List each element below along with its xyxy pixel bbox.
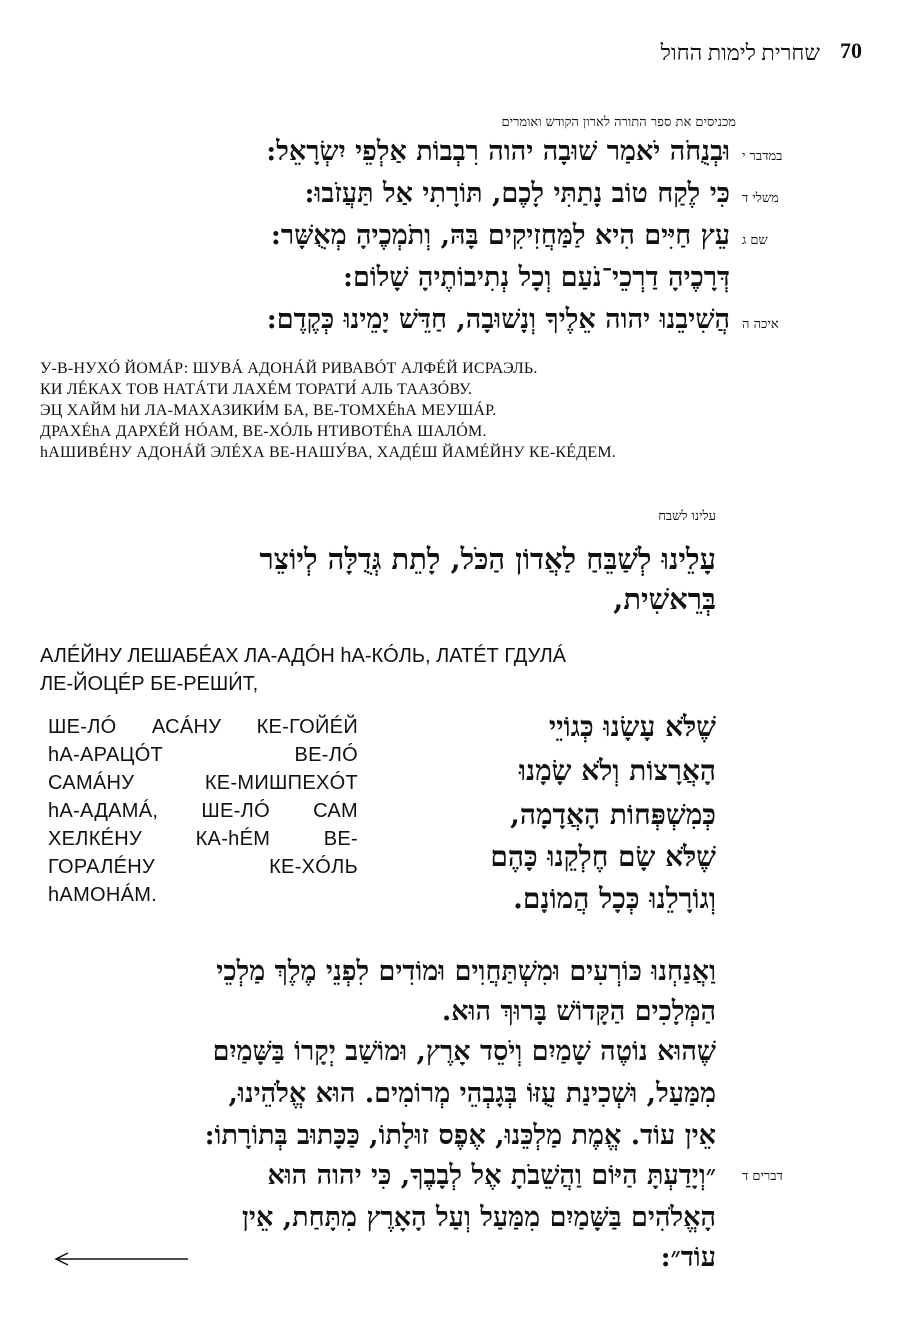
transliteration-line: ЭЦ ХАЙМ hИ ЛА-МАХАЗИКИ́М БА, ВЕ-ТОМХÉhА МЕУШÁР.: [40, 402, 497, 419]
column-translit-line: ГОРАЛÉНУ КЕ-ХÓЛЬ: [48, 856, 358, 878]
instruction-torah-return: מכניסים את ספר התורה לארון הקודש ואומרים: [501, 115, 736, 130]
verse-line: עֵץ חַיִּים הִיא לַמַּחֲזִיקִים בָּהּ, וְתֹמְכֶיהָ מְאֻשָּׁר:: [270, 220, 730, 251]
verse-line: דְּרָכֶיהָ דַרְכֵי־נֹעַם וְכָל נְתִיבוֹתֶיהָ שָׁלוֹם:: [343, 262, 730, 293]
page-number: 70: [840, 38, 862, 63]
verse-line: וּבְנֻחֹה יֹאמַר שׁוּבָה יהוה רִבְבוֹת אַלְפֵי יִשְׂרָאֵל:: [266, 136, 730, 167]
continue-arrow-icon: [50, 1249, 190, 1269]
body-hebrew-line: שֶׁהוּא נוֹטֶה שָׁמַיִם וְיֹסֵד אָרֶץ, וּמוֹשַׁב יְקָרוֹ בַּשָּׁמַיִם: [212, 1036, 716, 1067]
body-hebrew-line: וַאֲנַחְנוּ כּוֹרְעִים וּמִשְׁתַּחֲוִים וּמוֹדִים לִפְנֵי מֶלֶךְ מַלְכֵי: [216, 956, 716, 987]
column-hebrew-line: שֶׁלֹּא עָשָׂנוּ כְּגוֹיֵי: [548, 710, 716, 743]
body-hebrew-line: הָאֱלֹהִים בַּשָּׁמַיִם מִמַּעַל וְעַל הָאָרֶץ מִתָּחַת, אֵין: [242, 1202, 716, 1233]
aleinu-hebrew-line: בְּרֵאשִׁית,: [613, 582, 716, 616]
body-hebrew-line: אֵין עוֹד. אֱמֶת מַלְכֵּנוּ, אֶפֶס זוּלָתוֹ, כַּכָּתוּב בְּתוֹרָתוֹ:: [204, 1120, 716, 1151]
column-hebrew-line: וְגוֹרָלֵנוּ כְּכָל הֲמוֹנָם.: [513, 882, 716, 915]
body-hebrew-line: עוֹד״:: [660, 1242, 716, 1273]
body-hebrew-line: מִמַּעַל, וּשְׁכִינַת עֻזּוֹ בְּגָבְהֵי מְרוֹמִים. הוּא אֱלֹהֵינוּ,: [228, 1078, 716, 1109]
transliteration-line: hАШИВÉНУ АДОНÁЙ ЭЛÉХА ВЕ-НАШУ́ВА, ХАДÉШ ЙАМÉЙНУ КЕ-КÉДЕМ.: [40, 444, 616, 461]
verse-source: דברים ד: [742, 1169, 783, 1184]
body-hebrew-line: ״וְיָדַעְתָּ הַיּוֹם וַהֲשֵׁבֹתָ אֶל לְבָבֶךָ, כִּי יהוה הוּא: [267, 1160, 716, 1191]
column-translit-line: ХЕЛКÉНУ КА-hÉМ ВЕ-: [48, 828, 358, 850]
running-title: שחרית לימות החול: [660, 40, 820, 65]
verse-source: שם ג: [742, 233, 768, 248]
verse-line: כִּי לֶקַח טוֹב נָתַתִּי לָכֶם, תּוֹרָתִי אַל תַּעֲזֹבוּ:: [304, 178, 730, 209]
verse-source: משלי ד: [742, 191, 779, 206]
aleinu-translit-line: ЛЕ-ЙОЦÉР БЕ-РЕШИ́Т,: [40, 673, 259, 695]
transliteration-line: У-В-НУХÓ ЙОМÁР: ШУВÁ АДОНÁЙ РИВАВÓТ АЛФÉЙ ИСРАЭЛЬ.: [40, 360, 538, 377]
body-hebrew-line: הַמְּלָכִים הַקָּדוֹשׁ בָּרוּךְ הוּא.: [441, 996, 716, 1027]
column-translit-line: hАМОНÁМ.: [48, 884, 158, 906]
transliteration-line: КИ ЛÉКАХ ТОВ НАТÁТИ ЛАХÉМ ТОРАТИ́ АЛЬ ТААЗÓВУ.: [40, 381, 473, 398]
column-translit-line: hА-АДАМÁ, ШЕ-ЛÓ САМ: [48, 800, 358, 822]
verse-source: במדבר י: [742, 149, 783, 164]
column-hebrew-line: כְּמִשְׁפְּחוֹת הָאֲדָמָה,: [510, 798, 716, 831]
column-translit-line: hА-АРАЦÓТ ВЕ-ЛÓ: [48, 744, 358, 766]
aleinu-translit-line: АЛÉЙНУ ЛЕШАБÉАХ ЛА-АДÓН hА-КÓЛЬ, ЛАТÉТ ГДУЛÁ: [40, 645, 567, 667]
column-hebrew-line: שֶׁלֹּא שָׂם חֶלְקֵנוּ כָּהֶם: [490, 840, 716, 873]
verse-line: הֲשִׁיבֵנוּ יהוה אֵלֶיךָ וְנָשׁוּבָה, חַדֵּשׁ יָמֵינוּ כְּקֶדֶם:: [266, 304, 730, 335]
aleinu-hebrew-line: עָלֵינוּ לְשַׁבֵּחַ לַאֲדוֹן הַכֹּל, לָתֵת גְּדֻלָּה לְיוֹצֵר: [259, 542, 716, 576]
column-translit-line: САМÁНУ КЕ-МИШПЕХÓТ: [48, 772, 358, 794]
column-hebrew-line: הָאֲרָצוֹת וְלֹא שָׂמָנוּ: [518, 754, 716, 787]
verse-source: איכה ה: [742, 317, 779, 332]
instruction-aleinu: עלינו לשבח: [658, 509, 716, 524]
column-translit-line: ШЕ-ЛÓ АСÁНУ КЕ-ГОЙÉЙ: [48, 716, 358, 738]
transliteration-line: ДРАХÉhА ДАРХÉЙ НÓАМ, ВЕ-ХÓЛЬ НТИВОТÉhА ШАЛÓМ.: [40, 423, 487, 440]
